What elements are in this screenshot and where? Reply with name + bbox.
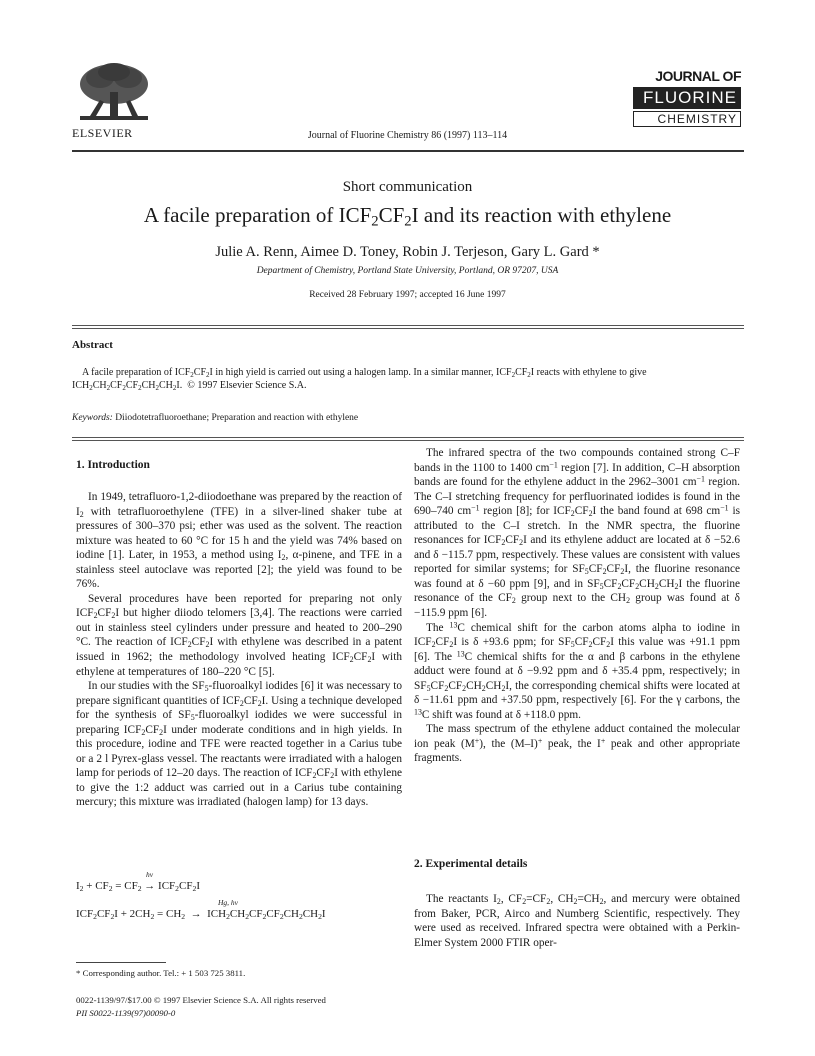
abstract-text: A facile preparation of $ICF_2CF_2I$ in high yield is carried out using a halogen lamp. In a similar manner, $ICF_2CF_2I$ reacts with ethylene to give $ICH_2CH_2CF_2CF_2CH_2CH_2I$. © 1997 Elsevier Science S.A. — [72, 367, 647, 392]
equation-1: $I_2 + CF_2 = CF_2 \to ICF_2CF_2I$ — [76, 880, 200, 893]
section-heading-introduction: 1. Introduction — [76, 459, 150, 471]
equation-2: $ICF_2CF_2I + 2CH_2 = CH_2 \to ICH_2CH_2CF_2CF_2CH_2CH_2I$ — [76, 908, 326, 921]
keywords-label: Keywords: — [72, 413, 113, 423]
abstract-top-rule-2 — [72, 328, 744, 329]
journal-logo-line-3: CHEMISTRY — [633, 111, 741, 127]
elsevier-tree-logo — [70, 60, 158, 124]
article-authors: Julie A. Renn, Aimee D. Toney, Robin J. Terjeson, Gary L. Gard * — [215, 244, 600, 260]
footnote-rule — [76, 962, 166, 963]
issn-line: 0022-1139/97/$17.00 © 1997 Elsevier Science S.A. All rights reserved — [76, 995, 326, 1005]
journal-citation: Journal of Fluorine Chemistry 86 (1997) 113–114 — [307, 130, 508, 141]
equation-1-condition: hν — [146, 870, 154, 879]
abstract-top-rule — [72, 325, 744, 326]
keywords — [72, 413, 748, 423]
abstract-bottom-rule — [72, 437, 744, 438]
received-dates: Received 28 February 1997; accepted 16 June 1997 — [309, 290, 506, 300]
article-type: Short communication — [342, 179, 473, 195]
article-title: A facile preparation of $ICF_2CF_2I$ and its reaction with ethylene — [143, 203, 672, 230]
header-rule — [72, 150, 744, 152]
abstract-bottom-rule-2 — [72, 440, 744, 441]
results-body: The infrared spectra of the two compounds contained strong C–F bands in the 1100 to 1400 $cm^{-1}$ region [7]. In addition, C–H absorption bands are found for the ethylene adduct in the 2962–3001 $cm^{-1}$ region. The C–I stretching frequency for perfluorinated iodides is found in the 690–740 $cm^{-1}$ region [8]; for $ICF_2CF_2I$ the band found at 698 $cm^{-1}$ is attributed to the C–I stretch. In the NMR spectra, the fluorine resonances for $ICF_2CF_2I$ and its ethylene adduct are located at δ −52.6 and δ −115.7 ppm, respectively. These values are consistent with values reported for similar systems; for $SF_5CF_2CF_2I$, the fluorine resonance was found at δ −60 ppm [9], and in $SF_5CF_2CF_2CH_2CH_2I$ the fluorine resonance of the $CF_2$ group next to the $CH_2$ group was found at δ −115.9 ppm [6]. The $^{13}$C chemical shift for the carbon atoms alpha to iodine in $ICF_2CF_2I$ is δ +93.6 ppm; for $SF_5CF_2CF_2I$ this value was +91.1 ppm [6]. The $^{13}$C chemical shifts for the α and β carbons in the ethylene adduct were found at δ −9.92 ppm and δ +35.4 ppm, respectively; in $SF_5CF_2CF_2CH_2CH_2I$, the corresponding chemical shifts were located at δ −11.61 ppm and +37.50 ppm, respectively [6]. For the γ carbons, the $^{13}$C shift was found at δ +118.0 ppm. The mass spectrum of the ethylene adduct contained the molecular ion peak (M+), the (M–I)+ peak, the I+ peak and other appropriate fragments. — [414, 447, 741, 765]
copyright-block — [76, 994, 326, 1020]
journal-logo-line-2: FLUORINE — [633, 87, 741, 109]
journal-logo — [633, 62, 741, 142]
author-affiliation: Department of Chemistry, Portland State University, Portland, OR 97207, USA — [256, 266, 559, 276]
equation-2-condition: Hg, hν — [218, 898, 238, 907]
experimental-body: The reactants $I_2$, $CF_2=CF_2$, $CH_2=CH_2$, and mercury were obtained from Baker, PCR, Airco and Numberg Scientific, respectively. They were used as received. Infrared spectra were obtained with a Perkin-Elmer System 2000 FTIR oper- — [414, 893, 740, 949]
abstract-heading: Abstract — [72, 339, 113, 351]
journal-logo-line-1: JOURNAL OF — [655, 68, 741, 84]
introduction-body: In 1949, tetrafluoro-1,2-diiodoethane was prepared by the reaction of $I_2$ with tetrafluoroethylene (TFE) in a silver-lined shaker tube at pressures of 300–370 psi; ether was used as the solvent. The reaction mixture was heated to 60 °C for 15 h and the yield was 74% based on iodine [1]. Later, in 1953, a method using $I_2$, α-pinene, and TFE in a stainless steel autoclave was reported [2]; the yield was found to be 76%. Several procedures have been reported for preparing not only $ICF_2CF_2I$ but higher diiodo telomers [3,4]. The reactions were carried out in stainless steel cylinders under pressure and heated to 200–290 °C. The reaction of $ICF_2CF_2I$ with ethylene was described in a patent issued in 1962; the methodology involved heating $ICF_2CF_2I$ with ethylene at temperatures of 180–220 °C [5]. In our studies with the $SF_5$-fluoroalkyl iodides [6] it was necessary to prepare significant quantities of $ICF_2CF_2I$. Using a technique developed for the synthesis of $SF_5$-fluoroalkyl iodides we were successful in preparing $ICF_2CF_2I$ under moderate conditions and in high yields. In this procedure, iodine and TFE were reacted together in a Carius tube or a 2 l Pyrex-glass vessel. The reactants were irradiated with a halogen lamp for periods of 12–20 days. The reaction of $ICF_2CF_2I$ with ethylene to give the 1:2 adduct was carried out in a Carius tube containing mercury; this mixture was irradiated (halogen lamp) for 13 days. — [76, 491, 403, 809]
pii-line: PII S0022-1139(97)00090-0 — [76, 1008, 176, 1018]
section-heading-experimental: 2. Experimental details — [414, 858, 528, 870]
corresponding-author-note: * Corresponding author. Tel.: + 1 503 725 3811. — [76, 968, 246, 978]
keywords-text: Diiodotetrafluoroethane; Preparation and reaction with ethylene — [115, 413, 359, 423]
publisher-name: ELSEVIER — [72, 126, 133, 140]
